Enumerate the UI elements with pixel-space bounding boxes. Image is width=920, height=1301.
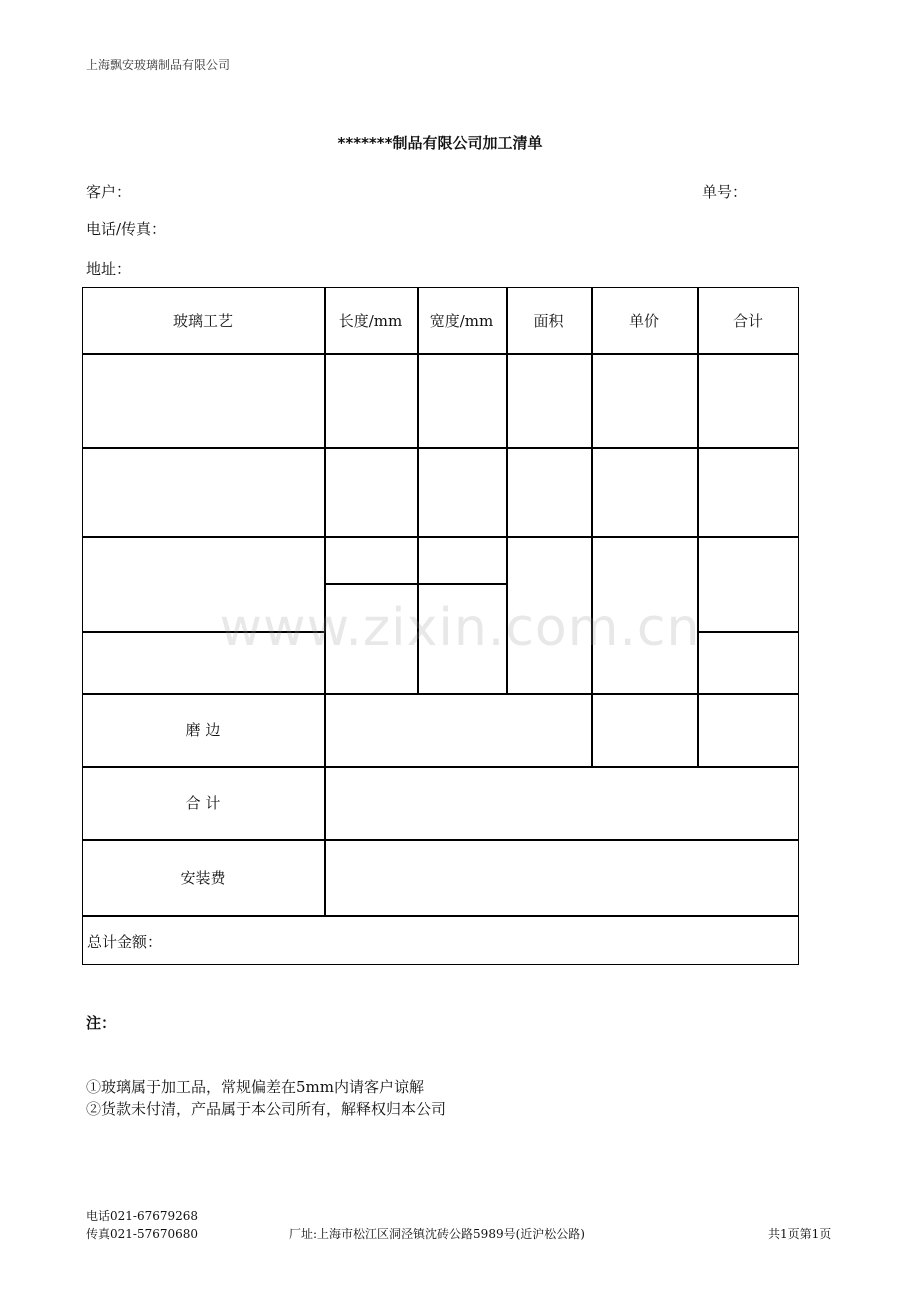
phone-fax-label: 电话/传真： xyxy=(86,220,167,238)
footer-fax: 传真021-57670680 xyxy=(86,1227,199,1241)
header-length: 长度/mm xyxy=(338,311,403,330)
row-line xyxy=(82,915,799,917)
installation-fee-label: 安装费 xyxy=(180,868,226,887)
edge-grinding-label: 磨 边 xyxy=(185,721,221,739)
order-number-label: 单号： xyxy=(702,183,748,201)
subtotal-label: 合 计 xyxy=(185,794,221,812)
address-label: 地址： xyxy=(86,260,132,278)
row-line xyxy=(82,353,799,355)
watermark: www.zixin.com.cn xyxy=(219,598,701,658)
company-name: 上海飘安玻璃制品有限公司 xyxy=(86,58,231,72)
row-line xyxy=(324,583,508,585)
footer-phone: 电话021-67679268 xyxy=(86,1209,199,1223)
footer-page-number: 共1页第1页 xyxy=(768,1227,832,1241)
row-line xyxy=(82,447,799,449)
note-item: ②货款未付清，产品属于本公司所有，解释权归本公司 xyxy=(86,1100,447,1118)
note-item: ①玻璃属于加工品，常规偏差在5mm内请客户谅解 xyxy=(86,1078,424,1096)
header-area: 面积 xyxy=(533,311,564,330)
column-line xyxy=(591,287,593,767)
notes-title: 注： xyxy=(86,1014,117,1032)
row-line xyxy=(82,536,799,538)
header-total: 合计 xyxy=(732,311,763,330)
header-width: 宽度/mm xyxy=(429,311,494,330)
document-title: *******制品有限公司加工清单 xyxy=(337,134,543,152)
grand-total-label: 总计金额： xyxy=(87,933,163,951)
header-unit-price: 单价 xyxy=(628,311,659,330)
footer-address: 厂址:上海市松江区洞泾镇沈砖公路5989号(近沪松公路) xyxy=(289,1227,585,1241)
column-line xyxy=(697,287,699,767)
customer-label: 客户： xyxy=(86,183,132,201)
header-glass-process: 玻璃工艺 xyxy=(172,311,233,330)
